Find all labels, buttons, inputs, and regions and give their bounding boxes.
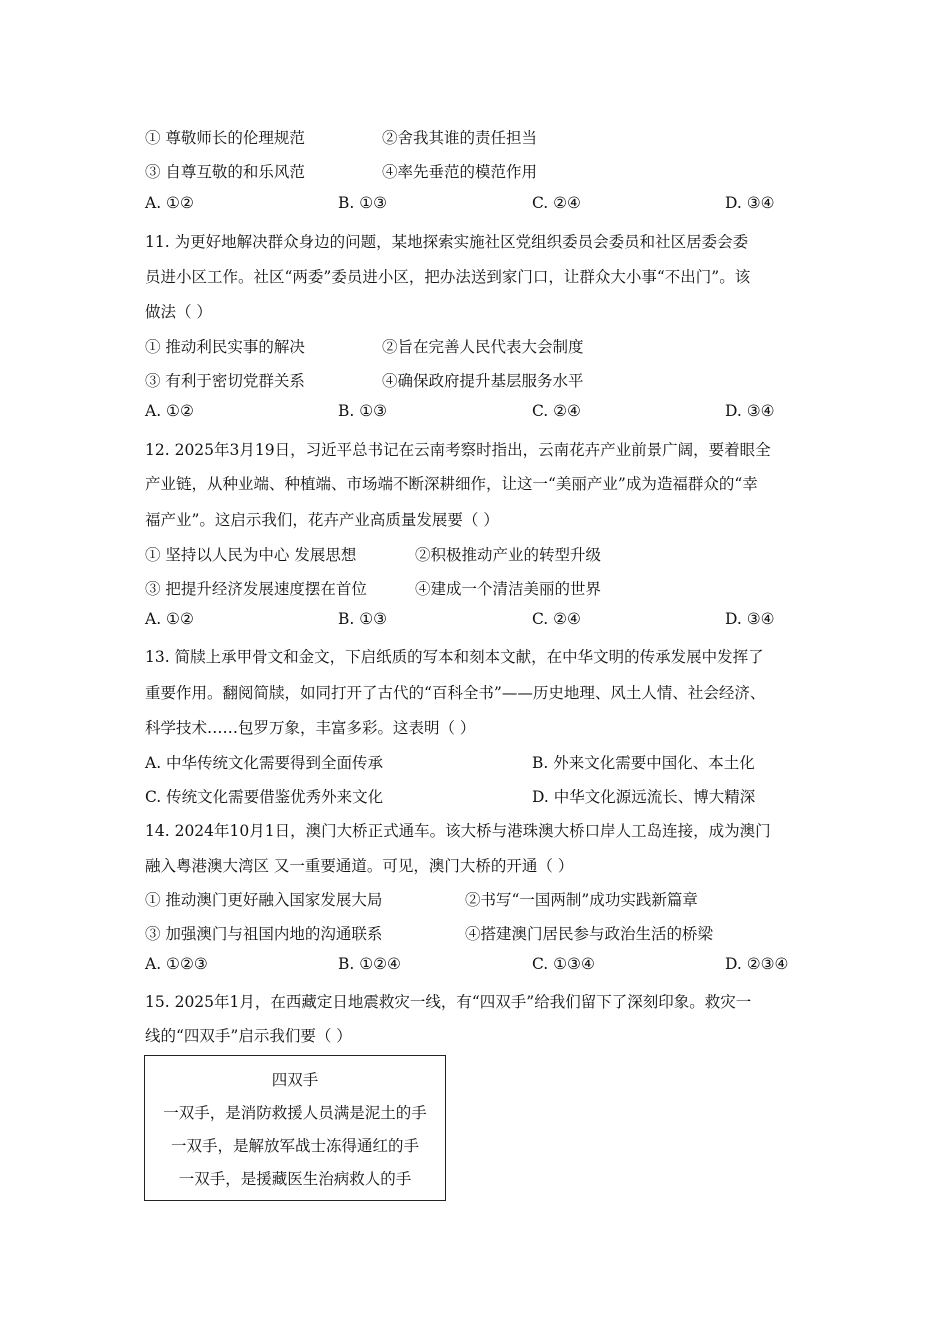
q14-choice-a: A. ①②③: [145, 955, 208, 973]
q11-choice-a: A. ①②: [145, 402, 194, 420]
four-hands-text-box: [144, 1055, 446, 1201]
q12-choice-d: D. ③④: [725, 610, 775, 628]
q14-choice-b: B. ①②④: [338, 955, 401, 973]
q12-option-4: ④建成一个清洁美丽的世界: [415, 580, 602, 598]
q11-stem-line-1: 11. 为更好地解决群众身边的问题，某地探索实施社区党组织委员会委员和社区居委会委: [145, 233, 749, 251]
q10-option-4: ④率先垂范的模范作用: [382, 163, 538, 181]
q10-choice-d: D. ③④: [725, 194, 775, 212]
q13-choice-b: B. 外来文化需要中国化、本土化: [532, 754, 755, 772]
q13-stem-line-3: 科学技术……包罗万象，丰富多彩。这表明（ ）: [145, 719, 476, 737]
q12-stem-line-2: 产业链，从种业端、种植端、市场端不断深耕细作，让这一“美丽产业”成为造福群众的“幸: [145, 475, 758, 493]
q13-choice-d: D. 中华文化源远流长、博大精深: [532, 788, 756, 806]
q13-choice-c: C. 传统文化需要借鉴优秀外来文化: [145, 788, 384, 806]
q10-choice-a: A. ①②: [145, 194, 194, 212]
q14-option-3: ③ 加强澳门与祖国内地的沟通联系: [145, 925, 383, 943]
q13-stem-line-1: 13. 简牍上承甲骨文和金文，下启纸质的写本和刻本文献，在中华文明的传承发展中发挥了: [145, 648, 764, 666]
q11-stem-line-2: 员进小区工作。社区“两委”委员进小区，把办法送到家门口，让群众大小事“不出门”。该: [145, 268, 751, 286]
q11-choice-d: D. ③④: [725, 402, 775, 420]
q12-choice-c: C. ②④: [532, 610, 581, 628]
q10-choice-c: C. ②④: [532, 194, 581, 212]
box-line-2: 一双手，是解放军战士冻得通红的手: [170, 1137, 419, 1155]
q12-stem-line-1: 12. 2025年3月19日，习近平总书记在云南考察时指出，云南花卉产业前景广阔，要着眼全: [145, 441, 771, 459]
q14-stem-line-2: 融入粤港澳大湾区 又一重要通道。可见，澳门大桥的开通（ ）: [145, 857, 574, 875]
q11-stem-line-3: 做法（ ）: [145, 303, 212, 321]
q13-choice-a: A. 中华传统文化需要得到全面传承: [145, 754, 384, 772]
q15-stem-line-1: 15. 2025年1月，在西藏定日地震救灾一线，有“四双手”给我们留下了深刻印象。救灾一: [145, 993, 752, 1011]
q14-option-4: ④搭建澳门居民参与政治生活的桥梁: [465, 925, 714, 943]
q12-stem-line-3: 福产业”。这启示我们，花卉产业高质量发展要（ ）: [145, 511, 499, 529]
q14-choice-c: C. ①③④: [532, 955, 595, 973]
q12-choice-b: B. ①③: [338, 610, 388, 628]
q10-option-3: ③ 自尊互敬的和乐风范: [145, 163, 305, 181]
q11-option-3: ③ 有利于密切党群关系: [145, 372, 305, 390]
q10-option-2: ②舍我其谁的责任担当: [382, 129, 538, 147]
q10-choice-b: B. ①③: [338, 194, 388, 212]
q13-stem-line-2: 重要作用。翻阅简牍，如同打开了古代的“百科全书”——历史地理、风土人情、社会经济、: [145, 684, 766, 702]
q11-choice-b: B. ①③: [338, 402, 388, 420]
q14-option-2: ②书写“一国两制”成功实践新篇章: [465, 891, 698, 909]
q10-option-1: ① 尊敬师长的伦理规范: [145, 129, 305, 147]
q12-option-2: ②积极推动产业的转型升级: [415, 546, 602, 564]
q12-option-3: ③ 把提升经济发展速度摆在首位: [145, 580, 367, 598]
q11-choice-c: C. ②④: [532, 402, 581, 420]
q11-option-1: ① 推动利民实事的解决: [145, 338, 305, 356]
box-line-1: 一双手，是消防救援人员满是泥土的手: [163, 1104, 427, 1122]
box-title: 四双手: [271, 1071, 319, 1089]
q15-stem-line-2: 线的“四双手”启示我们要（ ）: [145, 1027, 352, 1045]
q12-choice-a: A. ①②: [145, 610, 194, 628]
box-line-3: 一双手，是援藏医生治病救人的手: [178, 1170, 412, 1188]
q14-stem-line-1: 14. 2024年10月1日，澳门大桥正式通车。该大桥与港珠澳大桥口岸人工岛连接，成为澳门: [145, 822, 771, 840]
q12-option-1: ① 坚持以人民为中心 发展思想: [145, 546, 357, 564]
q11-option-2: ②旨在完善人民代表大会制度: [382, 338, 584, 356]
q11-option-4: ④确保政府提升基层服务水平: [382, 372, 584, 390]
q14-option-1: ① 推动澳门更好融入国家发展大局: [145, 891, 383, 909]
q14-choice-d: D. ②③④: [725, 955, 789, 973]
